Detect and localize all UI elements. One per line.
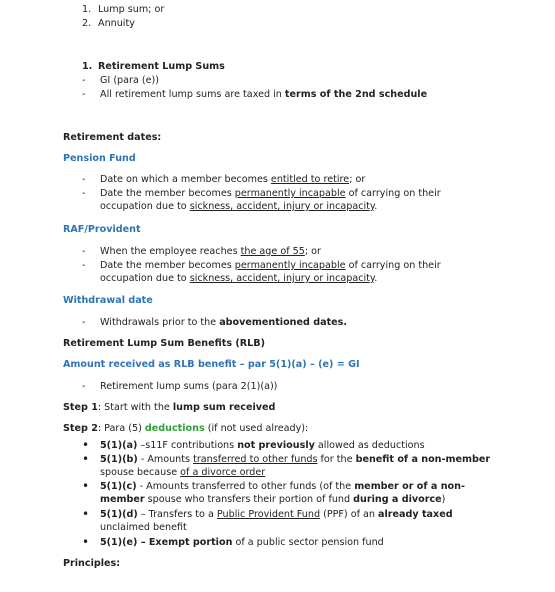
bullet-item: • 5(1)(e) – Exempt portion of a public sector pension fund — [82, 535, 384, 549]
list-item-continuation: occupation due to sickness, accident, injury or incapacity. — [100, 273, 378, 284]
subheading-rlb-amount: Amount received as RLB benefit – par 5(1)(a) – (e) = GI — [63, 359, 360, 370]
list-item: - Date the member becomes permanently incapable of carrying on their — [82, 188, 441, 199]
list-item: - Withdrawals prior to the abovementioned dates. — [82, 317, 348, 328]
subheading-raf-provident: RAF/Provident — [63, 224, 141, 235]
section-heading: Retirement dates: — [63, 132, 162, 143]
list-item: 1. Lump sum; or — [82, 4, 165, 15]
list-item: - Date the member becomes permanently incapable of carrying on their — [82, 260, 441, 271]
list-item: - Retirement lump sums (para 2(1)(a)) — [82, 381, 278, 392]
list-item: - All retirement lump sums are taxed in terms of the 2nd schedule — [82, 89, 428, 100]
subheading-pension-fund: Pension Fund — [63, 153, 136, 164]
list-item-continuation: occupation due to sickness, accident, injury or incapacity. — [100, 201, 378, 212]
section-heading: 1. Retirement Lump Sums — [82, 61, 225, 72]
principles-heading: Principles: — [63, 558, 121, 569]
list-item: 2. Annuity — [82, 18, 135, 29]
list-item: - GI (para (e)) — [82, 75, 160, 86]
bullet-continuation: unclaimed benefit — [100, 522, 187, 533]
list-item: - When the employee reaches the age of 55; or — [82, 246, 321, 257]
step-2: Step 2: Para (5) deductions (if not used already): — [63, 423, 309, 434]
subheading-withdrawal-date: Withdrawal date — [63, 295, 153, 306]
bullet-item: • 5(1)(b) - Amounts transferred to other funds for the benefit of a non-member — [82, 452, 491, 466]
section-heading: Retirement Lump Sum Benefits (RLB) — [63, 338, 265, 349]
list-item: - Date on which a member becomes entitled to retire; or — [82, 174, 366, 185]
step-1: Step 1: Start with the lump sum received — [63, 402, 276, 413]
bullet-item: • 5(1)(a) –s11F contributions not previously allowed as deductions — [82, 438, 425, 452]
bullet-item: • 5(1)(d) – Transfers to a Public Provident Fund (PPF) of an already taxed — [82, 507, 453, 521]
bullet-continuation: spouse because of a divorce order — [100, 467, 266, 478]
bullet-continuation: member spouse who transfers their portion of fund during a divorce) — [100, 494, 446, 505]
bullet-item: • 5(1)(c) - Amounts transferred to other funds (of the member or of a non- — [82, 479, 465, 493]
